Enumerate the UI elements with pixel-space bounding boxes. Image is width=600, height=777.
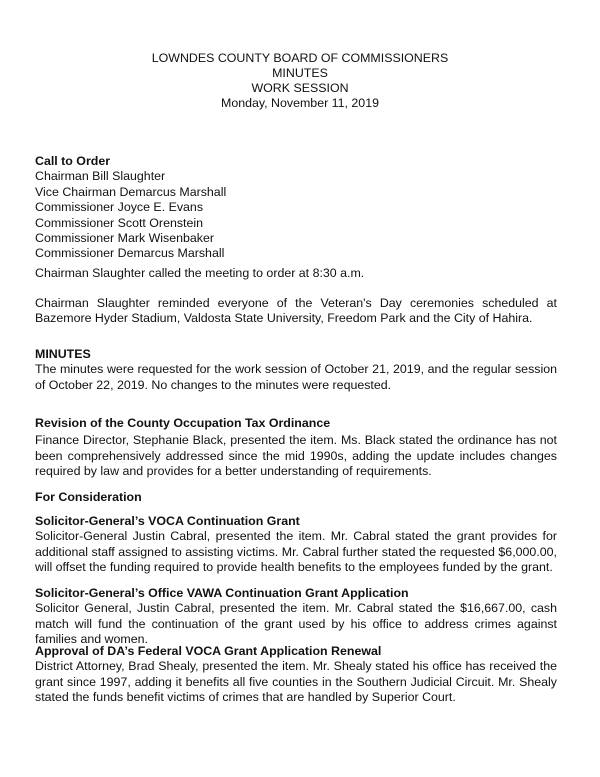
session-type: WORK SESSION (251, 81, 349, 95)
call-to-order-heading: Call to Order (35, 154, 111, 168)
attendee-item: Commissioner Mark Wisenbaker (35, 231, 215, 246)
attendee-item: Commissioner Joyce E. Evans (35, 200, 204, 215)
da-voca-heading: Approval of DA’s Federal VOCA Grant Application Renewal (35, 644, 382, 658)
called-to-order-text: Chairman Slaughter called the meeting to order at 8:30 a.m. (35, 266, 365, 280)
attendee-item: Commissioner Demarcus Marshall (35, 246, 225, 261)
minutes-heading: MINUTES (35, 347, 91, 361)
occupation-tax-text: Finance Director, Stephanie Black, presented the item. Ms. Black stated the ordinance has not been comprehensively addressed since the mid 1990s, adding the update includes changes required by law and provides for a better understanding of requirements. (35, 433, 557, 479)
vawa-grant-heading: Solicitor-General’s Office VAWA Continuation Grant Application (35, 586, 409, 600)
minutes-section (35, 347, 557, 393)
board-name: LOWNDES COUNTY BOARD OF COMMISSIONERS (151, 51, 449, 65)
attendee-item: Vice Chairman Demarcus Marshall (35, 184, 227, 199)
occupation-tax-section (35, 416, 557, 480)
voca-grant-text: Solicitor-General Justin Cabral, presented the item. Mr. Cabral stated the grant provides for additional staff assigned to assisting victims. Mr. Cabral further stated the requested $6,000.00, will offset the funding required to provide health benefits to the employees funded by the grant. (35, 529, 557, 575)
occupation-tax-heading: Revision of the County Occupation Tax Ordinance (35, 416, 331, 430)
document-type: MINUTES (272, 66, 328, 80)
minutes-text: The minutes were requested for the work session of October 21, 2019, and the regular session of October 22, 2019. No changes to the minutes were requested. (35, 362, 557, 392)
da-voca-section (35, 644, 557, 706)
voca-grant-heading: Solicitor-General’s VOCA Continuation Grant (35, 514, 300, 528)
da-voca-text: District Attorney, Brad Shealy, presented the item. Mr. Shealy stated his office has received the grant since 1997, adding it benefits all five counties in the Southern Judicial Circuit. Mr. Shealy stated the funds benefit victims of crimes that are handled by Superior Court. (35, 659, 557, 705)
attendee-item: Commissioner Scott Orenstein (35, 215, 204, 230)
document-header (0, 51, 600, 111)
veterans-day-reminder: Chairman Slaughter reminded everyone of the Veteran's Day ceremonies scheduled at Bazemore Hyder Stadium, Valdosta State University, Freedom Park and the City of Hahira. (35, 296, 557, 326)
meeting-date: Monday, November 11, 2019 (221, 96, 379, 110)
for-consideration-heading: For Consideration (35, 490, 142, 504)
vawa-grant-section (35, 586, 557, 648)
call-to-order-section (35, 154, 557, 262)
vawa-grant-text: Solicitor General, Justin Cabral, presented the item. Mr. Cabral stated the $16,667.00, cash match will fund the continuation of the grant used by his office to address crimes against families and women. (35, 601, 557, 647)
attendee-item: Chairman Bill Slaughter (35, 169, 166, 184)
voca-grant-section (35, 514, 557, 576)
